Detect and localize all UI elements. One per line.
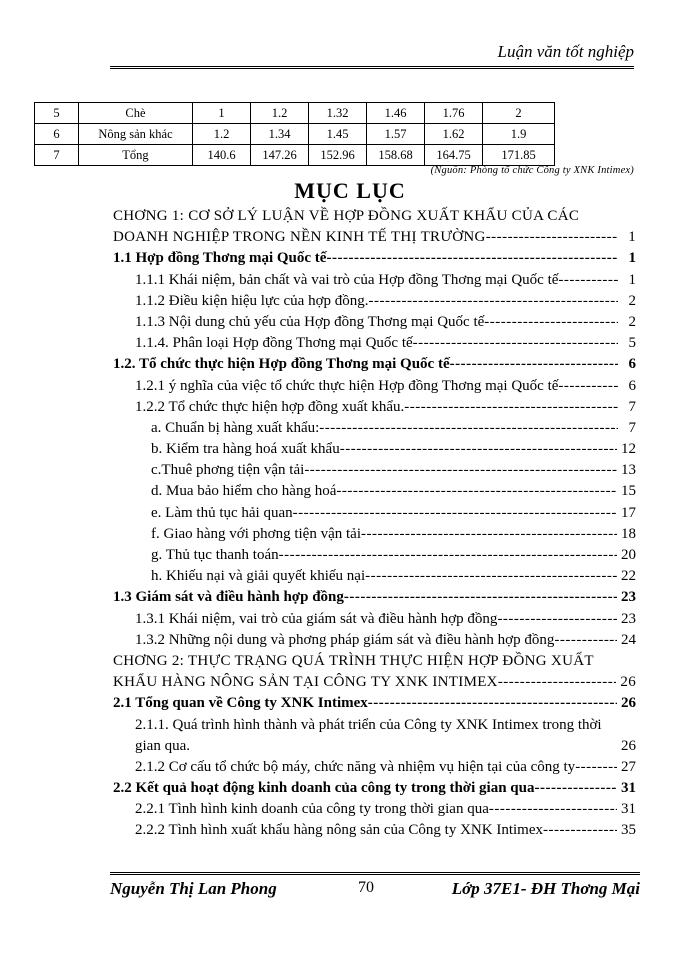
toc-entry-text: g. Thủ tục thanh toán <box>151 547 279 563</box>
toc-entry-page: 1 <box>628 229 636 246</box>
toc-item[interactable] <box>113 460 636 481</box>
toc-entry-text: 2.2.1 Tình hình kinh doanh của công ty trong thời gian qua <box>135 801 489 818</box>
table-row <box>35 103 555 124</box>
toc-entry-text: 1.1.1 Khái niệm, bản chất và vai trò của Hợp đồng Thơng mại Quốc tế <box>135 271 559 288</box>
toc-item[interactable] <box>113 545 636 566</box>
toc-subsection[interactable] <box>113 609 636 630</box>
toc-leader <box>543 820 617 841</box>
toc-entry-text: 2.1 Tổng quan về Công ty XNK Intimex <box>113 695 368 712</box>
toc-title: MỤC LỤC <box>294 178 406 203</box>
toc-leader <box>498 672 617 693</box>
toc-entry-text: 2.2 Kết quả hoạt động kinh doanh của công ty trong thời gian qua <box>113 780 535 797</box>
toc-entry-page: 17 <box>621 504 636 521</box>
toc-leader <box>326 248 618 269</box>
table-cell: 158.68 <box>367 145 425 166</box>
toc-leader <box>534 778 617 799</box>
table-cell: 171.85 <box>483 145 555 166</box>
toc-leader <box>404 397 618 418</box>
toc-leader <box>340 439 617 460</box>
toc-entry-page: 2 <box>628 292 636 309</box>
table-cell: 7 <box>35 145 79 166</box>
toc-entry-text: e. Làm thủ tục hải quan <box>151 504 293 521</box>
toc-item[interactable] <box>113 418 636 439</box>
toc-entry-page: 5 <box>628 335 636 352</box>
toc-subsection[interactable] <box>113 333 636 354</box>
toc-leader <box>450 354 618 375</box>
toc-entry-page: 31 <box>621 780 636 797</box>
page-header <box>110 42 634 68</box>
toc-leader <box>361 524 617 545</box>
toc-entry-page: 26 <box>621 737 636 754</box>
table-cell: 1.9 <box>483 124 555 145</box>
toc-entry-page: 12 <box>621 441 636 458</box>
table-cell: 1 <box>193 103 251 124</box>
table-cell: Chè <box>79 103 193 124</box>
toc-item[interactable] <box>113 524 636 545</box>
toc-item[interactable] <box>113 566 636 587</box>
table-cell: 147.26 <box>251 145 309 166</box>
toc-subsection[interactable] <box>113 715 636 736</box>
toc-leader <box>304 460 617 481</box>
toc-item[interactable] <box>113 439 636 460</box>
toc-leader <box>558 376 618 397</box>
toc-entry-page: 26 <box>620 674 636 691</box>
toc-entry-text: f. Giao hàng với phơng tiện vận tải <box>151 525 361 542</box>
toc-section[interactable] <box>113 693 636 714</box>
toc-entry-page: 7 <box>628 398 636 415</box>
toc-entry-text: 1.3.2 Những nội dung và phơng pháp giám sát và điều hành hợp đồng <box>135 631 555 648</box>
toc-entry-page: 24 <box>621 631 636 648</box>
toc-leader <box>497 609 617 630</box>
toc-subsection[interactable] <box>113 397 636 418</box>
footer-class: Lớp 37E1- ĐH Thơng Mại <box>451 879 640 898</box>
page-number: 70 <box>358 879 374 896</box>
toc-section[interactable] <box>113 354 636 375</box>
table-cell: 152.96 <box>309 145 367 166</box>
toc-entry-page: 31 <box>621 801 636 818</box>
toc-subsection[interactable] <box>113 799 636 820</box>
toc-entry-text: 1.2. Tổ chức thực hiện Hợp đồng Thơng mại Quốc tế <box>113 356 450 373</box>
table-cell: 5 <box>35 103 79 124</box>
toc-entry-text: 1.1.4. Phân loại Hợp đồng Thơng mại Quốc tế <box>135 335 413 352</box>
table-cell: 164.75 <box>425 145 483 166</box>
toc-subsection[interactable] <box>113 820 636 841</box>
toc-chapter-heading[interactable] <box>113 672 636 693</box>
toc-entry-page: 1 <box>628 271 636 288</box>
toc-subsection[interactable] <box>113 376 636 397</box>
toc-entry-page: 7 <box>628 419 636 436</box>
toc-entry-text: 1.3.1 Khái niệm, vai trò của giám sát và điều hành hợp đồng <box>135 610 498 627</box>
toc-entry-text: KHẨU HÀNG NÔNG SẢN TẠI CÔNG TY XNK INTIMEX <box>113 674 498 691</box>
toc-leader <box>368 693 617 714</box>
table-cell: 1.76 <box>425 103 483 124</box>
toc-entry-text: CHƠNG 1: CƠ SỞ LÝ LUẬN VỀ HỢP ĐỒNG XUẤT KHẨU CỦA CÁC <box>113 208 580 224</box>
toc-subsection[interactable] <box>113 630 636 651</box>
toc-subsection[interactable] <box>113 270 636 291</box>
toc-entry-text: DOANH NGHIỆP TRONG NỀN KINH TẾ THỊ TRƯỜNG <box>113 229 486 246</box>
toc-section[interactable] <box>113 248 636 269</box>
toc-entry-page: 1 <box>628 250 636 267</box>
toc-entry-text: a. Chuẩn bị hàng xuất khẩu: <box>151 419 320 436</box>
toc-subsection[interactable] <box>113 291 636 312</box>
table-cell: 140.6 <box>193 145 251 166</box>
toc-subsection[interactable] <box>113 757 636 778</box>
footer-author: Nguyễn Thị Lan Phong <box>110 879 277 898</box>
toc-entry-text: 1.1.2 Điều kiện hiệu lực của hợp đồng. <box>135 292 369 309</box>
table-cell: Nông sản khác <box>79 124 193 145</box>
toc-entry-page: 23 <box>621 610 636 627</box>
table-cell: Tổng <box>79 145 193 166</box>
table-cell: 1.62 <box>425 124 483 145</box>
toc-section[interactable] <box>113 587 636 608</box>
toc-entry-page: 23 <box>621 589 636 606</box>
table-cell: 1.2 <box>251 103 309 124</box>
toc-entry-text: 1.2.1 ý nghĩa của việc tổ chức thực hiện Hợp đồng Thơng mại Quốc tế <box>135 377 559 394</box>
toc-entry-text: b. Kiểm tra hàng hoá xuất khẩu <box>151 441 340 458</box>
toc-entry-text: CHƠNG 2: THỰC TRẠNG QUÁ TRÌNH THỰC HIỆN HỢP ĐỒNG XUẤT <box>113 652 594 669</box>
toc-leader <box>279 545 617 566</box>
header-title: Luận văn tốt nghiệp <box>497 42 634 61</box>
table-cell: 6 <box>35 124 79 145</box>
toc-entry-page: 2 <box>628 313 636 330</box>
toc-leader <box>575 757 617 778</box>
toc-entry-text: 2.2.2 Tình hình xuất khẩu hàng nông sản của Công ty XNK Intimex <box>135 822 544 839</box>
toc-subsection[interactable] <box>113 312 636 333</box>
toc-entry-text: 1.3 Giám sát và điều hành hợp đồng <box>113 589 344 606</box>
toc-entry-page: 20 <box>621 547 636 563</box>
data-table <box>34 102 555 166</box>
toc-leader <box>486 227 618 248</box>
toc-entry-page: 6 <box>628 377 636 394</box>
toc-entry-text: 1.2.2 Tổ chức thực hiện hợp đồng xuất khẩu. <box>135 398 405 415</box>
page-footer <box>110 872 640 912</box>
toc-entry-text: gian qua. <box>135 737 190 754</box>
toc-entry-text: 2.1.2 Cơ cấu tổ chức bộ máy, chức năng và nhiệm vụ hiện tại của công ty <box>135 758 576 775</box>
toc-entry-page: 26 <box>621 695 636 712</box>
toc-entry-text: h. Khiếu nại và giải quyết khiếu nại <box>151 568 366 585</box>
toc-entry-text: c.Thuê phơng tiện vận tải <box>151 462 305 479</box>
toc-entry-page: 15 <box>621 483 636 500</box>
toc-leader <box>365 566 617 587</box>
table-row <box>35 124 555 145</box>
toc-leader <box>484 312 618 333</box>
toc-leader <box>336 481 617 502</box>
table-cell: 1.45 <box>309 124 367 145</box>
toc-leader <box>319 418 618 439</box>
table-cell: 1.2 <box>193 124 251 145</box>
toc-entry-page: 6 <box>628 356 636 373</box>
toc-item[interactable] <box>113 503 636 524</box>
toc-entry-page: 22 <box>621 568 636 585</box>
table-source-note: (Nguồn: Phòng tổ chức Công ty XNK Intimex) <box>430 165 634 176</box>
toc-entry-text: d. Mua bảo hiểm cho hàng hoá <box>151 483 337 500</box>
toc-chapter-heading[interactable] <box>113 206 636 227</box>
toc-leader <box>558 270 618 291</box>
table-cell: 2 <box>483 103 555 124</box>
toc-subsection[interactable] <box>113 736 636 757</box>
toc-entry-text: 1.1 Hợp đồng Thơng mại Quốc tế <box>113 250 327 267</box>
toc-leader <box>489 799 617 820</box>
header-rule <box>110 66 634 71</box>
toc-entry-page: 35 <box>621 822 636 839</box>
toc-entry-text: 2.1.1. Quá trình hình thành và phát triển của Công ty XNK Intimex trong thời <box>135 716 602 733</box>
toc-entry-page: 13 <box>621 462 636 479</box>
toc-leader <box>344 587 617 608</box>
toc-entry-page: 18 <box>621 525 636 542</box>
toc-leader <box>369 291 618 312</box>
table-cell: 1.32 <box>309 103 367 124</box>
toc-leader <box>413 333 618 354</box>
toc-chapter-heading[interactable] <box>113 227 636 248</box>
toc-item[interactable] <box>113 481 636 502</box>
toc-entry-page: 27 <box>621 758 636 775</box>
table-row <box>35 145 555 166</box>
table-cell: 1.34 <box>251 124 309 145</box>
toc-entry-text: 1.1.3 Nội dung chủ yếu của Hợp đồng Thơng mại Quốc tế <box>135 313 485 330</box>
table-cell: 1.57 <box>367 124 425 145</box>
toc-chapter-heading[interactable] <box>113 651 636 672</box>
toc-leader <box>554 630 617 651</box>
toc-leader <box>293 503 617 524</box>
table-cell: 1.46 <box>367 103 425 124</box>
footer-rule <box>110 872 640 877</box>
table-of-contents <box>113 206 636 842</box>
toc-section[interactable] <box>113 778 636 799</box>
